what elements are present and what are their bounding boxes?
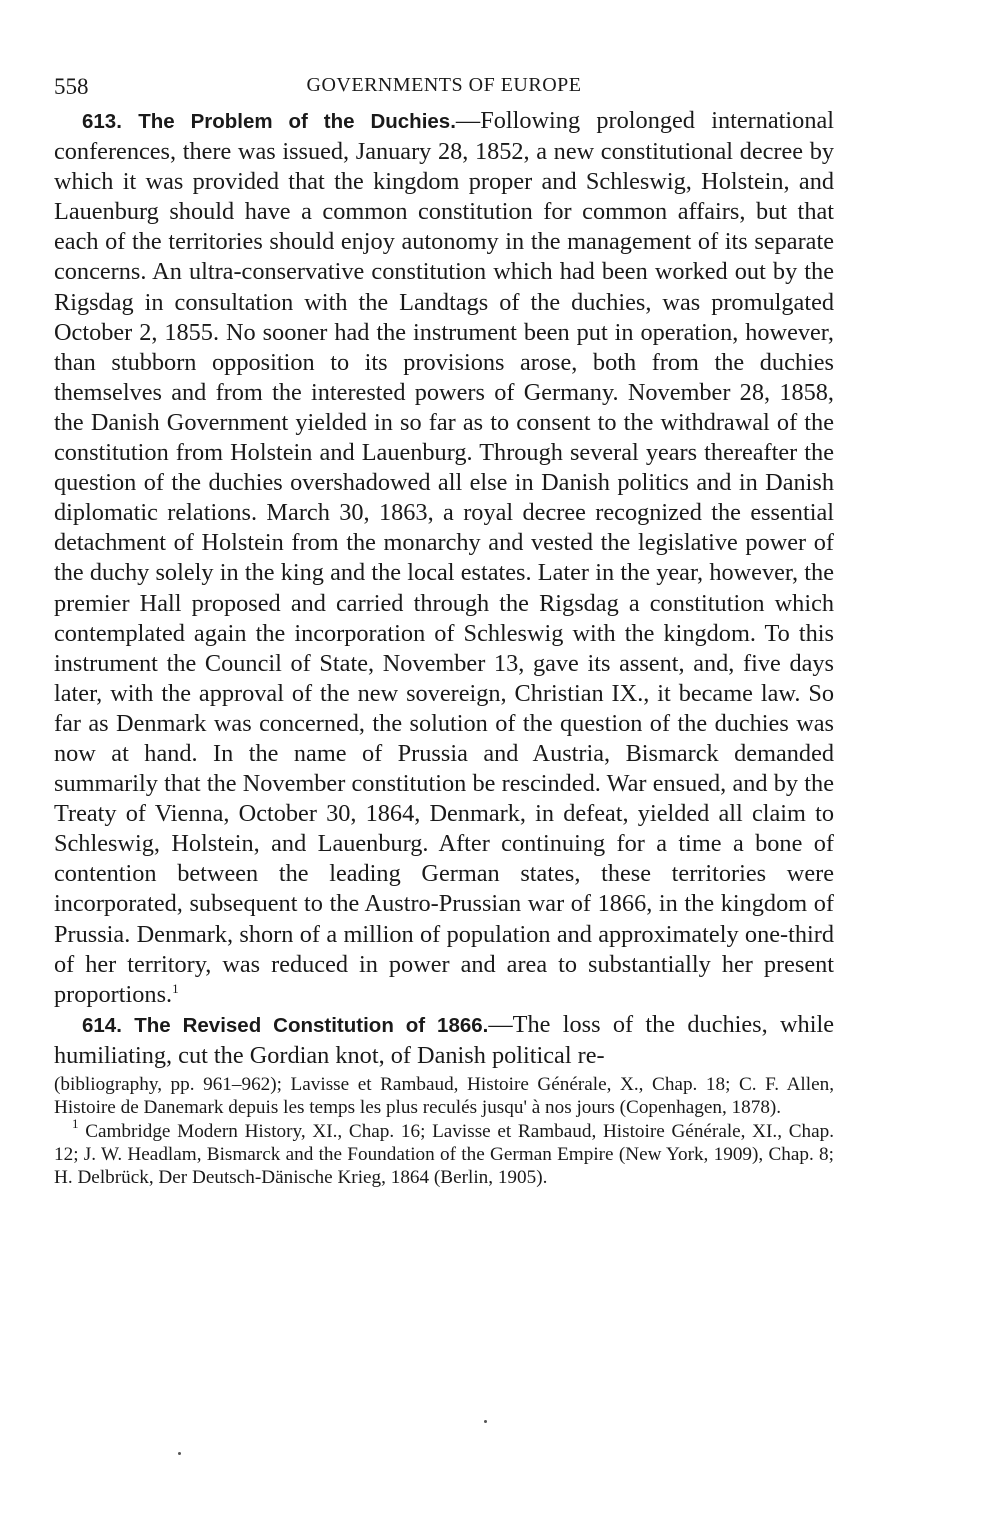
section-title: The Revised Constitution of 1866.	[134, 1013, 489, 1037]
section-614-paragraph	[54, 1010, 834, 1071]
section-number: 614.	[82, 1013, 122, 1037]
section-text: —The loss of the duchies, while humiliating, cut the Gordian knot, of Danish political re-	[54, 1010, 834, 1069]
section-613-paragraph	[54, 106, 834, 1010]
book-page	[54, 66, 834, 1189]
footnote-continuation	[54, 1073, 834, 1120]
running-title: GOVERNMENTS OF EUROPE	[306, 74, 582, 96]
page-speck	[178, 1452, 181, 1455]
footnotes	[54, 1073, 834, 1189]
footnote-text: Cambridge Modern History, XI., Chap. 16; Lavisse et Rambaud, Histoire Générale, XI., Chap. 12; J. W. Headlam, Bismarck and the Foundation of the German Empire (New York, 1909), Chap. 8; H. Delbrück, Der Deutsch-Dänische Krieg, 1864 (Berlin, 1905).	[54, 1120, 834, 1189]
footnote-marker: 1	[72, 1115, 79, 1131]
footnote-1	[54, 1115, 834, 1190]
page-number: 558	[54, 74, 89, 99]
body-text	[54, 106, 834, 1071]
footnote-reference: 1	[172, 980, 179, 996]
section-number: 613.	[82, 110, 122, 133]
footnote-text: (bibliography, pp. 961–962); Lavisse et Rambaud, Histoire Générale, X., Chap. 18; C. F. Allen, Histoire de Danemark depuis les temps les plus reculés jusqu' à nos jours (Copenhagen, 1878).	[54, 1074, 834, 1119]
running-head	[54, 66, 834, 106]
section-text: —Following prolonged international conferences, there was issued, January 28, 1852, a new constitutional decree by which it was provided that the kingdom proper and Schleswig, Holstein, and Lauenburg should have a common constitution for common affairs, but that each of the territories should enjoy autonomy in the management of its separate concerns. An ultra-conservative constitution which had been worked out by the Rigsdag in consultation with the Landtags of the duchies, was promulgated October 2, 1855. No sooner had the instrument been put in operation, however, than stubborn opposition to its provisions arose, both from the duchies themselves and from the interested powers of Germany. November 28, 1858, the Danish Government yielded in so far as to consent to the withdrawal of the constitution from Holstein and Lauenburg. Through several years thereafter the question of the duchies overshadowed all else in Danish politics and in Danish diplomatic relations. March 30, 1863, a royal decree recognized the essential detachment of Holstein from the monarchy and vested the legislative power of the duchy solely in the king and the local estates. Later in the year, however, the premier Hall proposed and carried through the Rigsdag a constitution which contemplated again the incorporation of Schleswig with the kingdom. To this instrument the Council of State, November 13, gave its assent, and, five days later, with the approval of the new sovereign, Christian IX., it became law. So far as Denmark was concerned, the solution of the question of the duchies was now at hand. In the name of Prussia and Austria, Bismarck demanded summarily that the November constitution be rescinded. War ensued, and by the Treaty of Vienna, October 30, 1864, Denmark, in defeat, yielded all claim to Schleswig, Holstein, and Lauenburg. After continuing for a time a bone of contention between the leading German states, these territories were incorporated, subsequent to the Austro-Prussian war of 1866, in the kingdom of Prussia. Denmark, shorn of a million of population and approximately one-third of her territory, was reduced in power and area to substantially her present proportions.	[54, 107, 835, 1008]
page-speck	[484, 1420, 487, 1423]
section-title: The Problem of the Duchies.	[138, 110, 456, 133]
